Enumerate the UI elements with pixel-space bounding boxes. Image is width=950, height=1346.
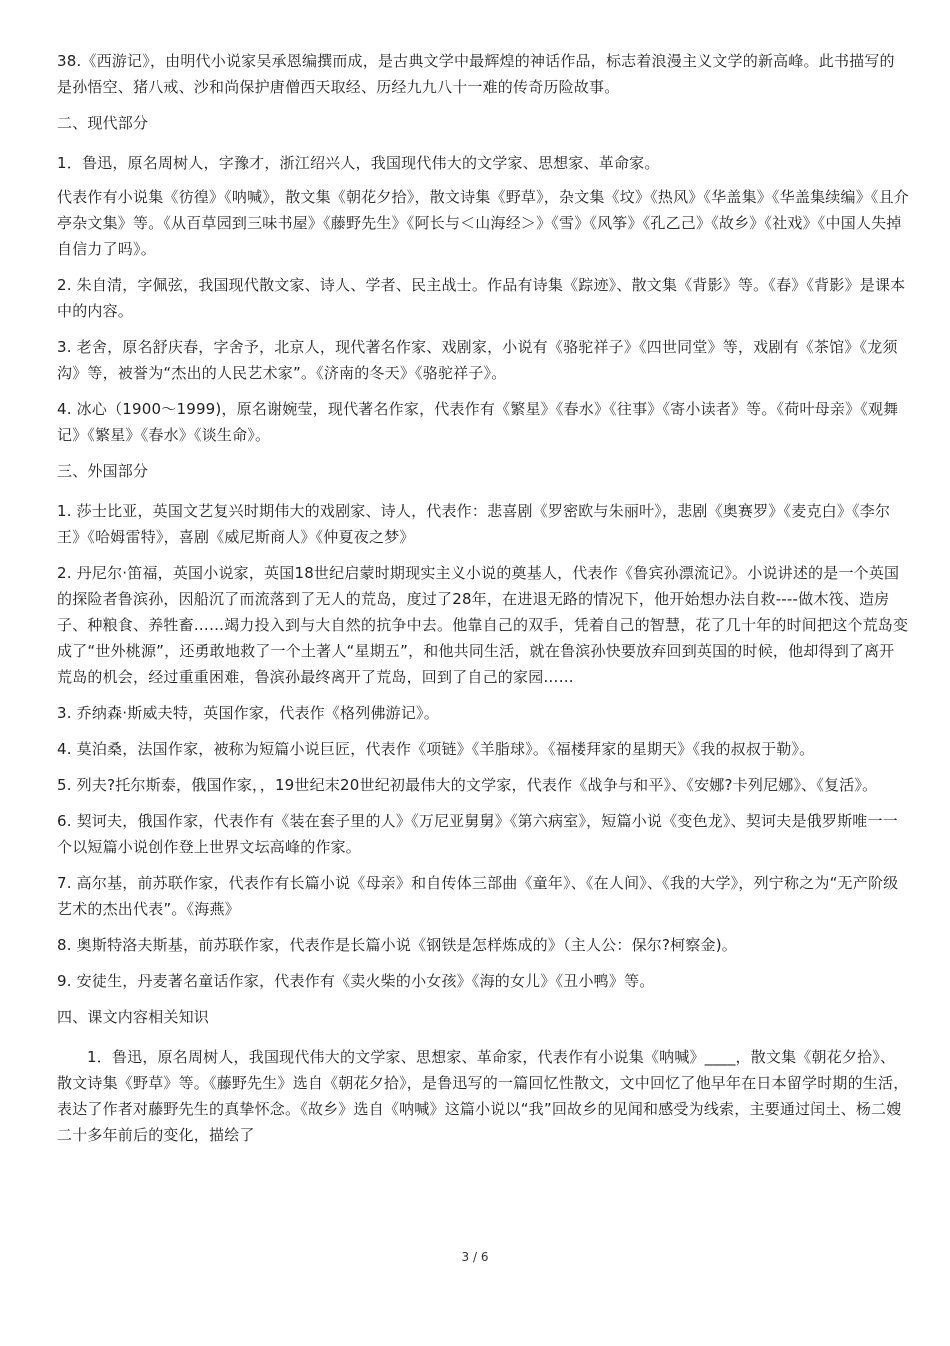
paragraph-andersen: 9. 安徒生，丹麦著名童话作家，代表作有《卖火柴的小女孩》《海的女儿》《丑小鸭》等。	[57, 972, 655, 990]
paragraph-chekhov: 6. 契诃夫，俄国作家，代表作有《装在套子里的人》《万尼亚舅舅》《第六病室》，短篇小说《变色龙》、契诃夫是俄罗斯唯一一个以短篇小说创作登上世界文坛高峰的作家。	[57, 812, 898, 856]
section-heading-foreign: 三、外国部分	[57, 462, 149, 480]
paragraph-maupassant: 4. 莫泊桑，法国作家，被称为短篇小说巨匠，代表作《项链》《羊脂球》。《福楼拜家的星期天》《我的叔叔于勒》。	[57, 740, 815, 758]
paragraph-swift: 3. 乔纳森·斯威夫特，英国作家，代表作《格列佛游记》。	[57, 704, 439, 722]
paragraph-luxun-intro: 1．鲁迅，原名周树人，字豫才，浙江绍兴人，我国现代伟大的文学家、思想家、革命家。	[57, 154, 660, 172]
paragraph-textbook-luxun: 1．鲁迅，原名周树人，我国现代伟大的文学家、思想家、革命家，代表作有小说集《呐喊》____，散文集《朝花夕拾》、散文诗集《野草》等。《藤野先生》选自《朝花夕拾》，是鲁迅写的一篇回忆性散文，文中回忆了他早年在日本留学时期的生活，表达了作者对藤野先生的真挚怀念。《故乡》选自《呐喊》这篇小说以“我”回故乡的见闻和感受为线索，主要通过闰土、杨二嫂二十多年前后的变化，描绘了	[57, 1048, 909, 1144]
paragraph-zhuziqing: 2. 朱自清，字佩弦，我国现代散文家、诗人、学者、民主战士。作品有诗集《踪迹》、散文集《背影》等。《春》《背影》是课本中的内容。	[57, 276, 906, 320]
page-number: 3 / 6	[461, 1250, 489, 1264]
paragraph-defoe: 2. 丹尼尔·笛福，英国小说家，英国18世纪启蒙时期现实主义小说的奠基人，代表作《鲁宾孙漂流记》。小说讲述的是一个英国的探险者鲁滨孙，因船沉了而流落到了无人的荒岛，度过了28年，在进退无路的情况下，他开始想办法自救----做木筏、造房子、种粮食、养牲畜……竭力投入到与大自然的抗争中去。他靠自己的双手，凭着自己的智慧，花了几十年的时间把这个荒岛变成了“世外桃源”，还勇敢地救了一个土著人“星期五”，和他共同生活，就在鲁滨孙快要放弃回到英国的时候，他却得到了离开荒岛的机会，经过重重困难，鲁滨孙最终离开了荒岛，回到了自己的家园……	[57, 564, 909, 686]
paragraph-gorky: 7. 高尔基，前苏联作家，代表作有长篇小说《母亲》和自传体三部曲《童年》、《在人间》、《我的大学》，列宁称之为“无产阶级艺术的杰出代表”。《海燕》	[57, 874, 899, 918]
section-heading-textbook: 四、课文内容相关知识	[57, 1008, 210, 1026]
paragraph-ostrovsky: 8. 奥斯特洛夫斯基，前苏联作家，代表作是长篇小说《钢铁是怎样炼成的》（主人公：保尔?柯察金)。	[57, 936, 737, 954]
section-heading-modern: 二、现代部分	[57, 114, 149, 132]
paragraph-laoshe: 3. 老舍，原名舒庆春，字舍予，北京人，现代著名作家、戏剧家，小说有《骆驼祥子》《四世同堂》等，戏剧有《茶馆》《龙须沟》等，被誉为“杰出的人民艺术家”。《济南的冬天》《骆驼祥子》。	[57, 338, 898, 382]
document-body	[57, 48, 909, 1158]
paragraph-38: 38.《西游记》，由明代小说家吴承恩编撰而成，是古典文学中最辉煌的神话作品，标志着浪漫主义文学的新高峰。此书描写的是孙悟空、猪八戒、沙和尚保护唐僧西天取经、历经九九八十一难的传奇历险故事。	[57, 52, 895, 96]
paragraph-tolstoy: 5. 列夫?托尔斯泰，俄国作家，，19世纪末20世纪初最伟大的文学家，代表作《战争与和平》、《安娜?卡列尼娜》、《复活》。	[57, 776, 878, 794]
paragraph-bingxin: 4. 冰心（1900～1999)，原名谢婉莹，现代著名作家，代表作有《繁星》《春水》《往事》《寄小读者》等。《荷叶母亲》《观舞记》《繁星》《春水》《谈生命》。	[57, 400, 899, 444]
paragraph-shakespeare: 1. 莎士比亚，英国文艺复兴时期伟大的戏剧家、诗人，代表作：悲喜剧《罗密欧与朱丽叶》，悲剧《奥赛罗》《麦克白》《李尔王》《哈姆雷特》，喜剧《威尼斯商人》《仲夏夜之梦》	[57, 502, 891, 546]
paragraph-luxun-works: 代表作有小说集《彷徨》《呐喊》，散文集《朝花夕拾》，散文诗集《野草》，杂文集《坟》《热风》《华盖集》《华盖集续编》《且介亭杂文集》等。《从百草园到三味书屋》《藤野先生》《阿长与＜山海经＞》《雪》《风筝》《孔乙己》《故乡》《社戏》《中国人失掉自信力了吗》。	[57, 188, 910, 258]
